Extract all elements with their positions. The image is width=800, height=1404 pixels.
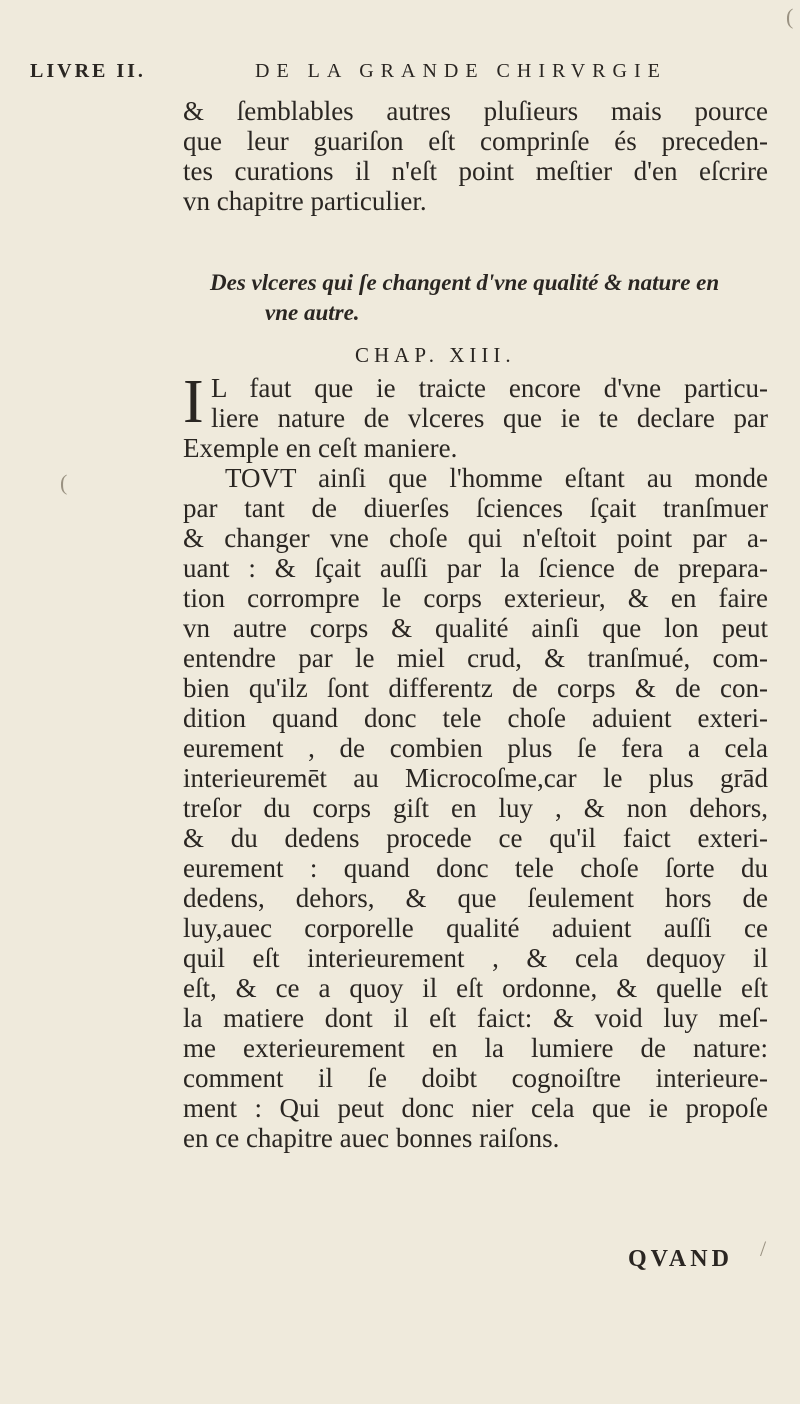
margin-stain: ( <box>60 470 68 495</box>
text-line-content: L faut que ie traicte encore d'vne particu- <box>211 373 768 403</box>
text-line: vn autre corps & qualité ainſi que lon peut <box>183 613 768 643</box>
chapter-body <box>183 368 768 1153</box>
text-line: bien qu'ilz ſont differentz de corps & de con- <box>183 673 768 703</box>
text-line: me exterieurement en la lumiere de nature: <box>183 1033 768 1063</box>
text-line: & changer vne choſe qui n'eſtoit point par a- <box>183 523 768 553</box>
book-number: LIVRE II. <box>30 60 146 82</box>
text-line: liere nature de vlceres que ie te declare par <box>211 403 768 433</box>
continuation-paragraph <box>183 96 768 216</box>
text-line: TOVT ainſi que l'homme eſtant au monde <box>225 463 768 493</box>
running-title: DE LA GRANDE CHIRVRGIE <box>255 60 667 82</box>
text-line: luy,auec corporelle qualité aduient auſſi ce <box>183 913 768 943</box>
catchword: QVAND <box>628 1246 733 1272</box>
text-line: eurement , de combien plus ſe fera a cela <box>183 733 768 763</box>
margin-stain: ( <box>786 4 794 29</box>
text-line: uant : & ſçait auſſi par la ſcience de prepara- <box>183 553 768 583</box>
chapter-title-line: Des vlceres qui ſe changent d'vne qualité & nature en <box>210 270 720 295</box>
text-line: treſor du corps giſt en luy , & non dehors, <box>183 793 768 823</box>
text-line: par tant de diuerſes ſciences ſçait tranſmuer <box>183 493 768 523</box>
text-line: entendre par le miel crud, & tranſmué, com- <box>183 643 768 673</box>
text-line: eurement : quand donc tele choſe ſorte du <box>183 853 768 883</box>
chapter-number: CHAP. XIII. <box>355 343 516 367</box>
text-line: tes curations il n'eſt point meſtier d'en eſcrire <box>183 156 768 186</box>
text-line: & du dedens procede ce qu'il faict exteri- <box>183 823 768 853</box>
margin-stain: / <box>760 1236 767 1261</box>
chapter-title <box>210 268 770 328</box>
text-line: ment : Qui peut donc nier cela que ie propoſe <box>183 1093 768 1123</box>
text-line: tion corrompre le corps exterieur, & en faire <box>183 583 768 613</box>
text-line: interieuremēt au Microcoſme,car le plus grād <box>183 763 768 793</box>
text-line: Exemple en ceſt maniere. <box>183 433 458 463</box>
text-line: quil eſt interieurement , & cela dequoy il <box>183 943 768 973</box>
text-line: dition quand donc tele choſe aduient exteri- <box>183 703 768 733</box>
running-header <box>0 60 800 100</box>
text-line: que leur guariſon eſt comprinſe és preceden- <box>183 126 768 156</box>
text-line: eſt, & ce a quoy il eſt ordonne, & quelle eſt <box>183 973 768 1003</box>
drop-capital: I <box>183 368 204 436</box>
text-line: vn chapitre particulier. <box>183 186 427 216</box>
text-line: la matiere dont il eſt faict: & void luy meſ- <box>183 1003 768 1033</box>
text-line: en ce chapitre auec bonnes raiſons. <box>183 1123 560 1153</box>
text-line: dedens, dehors, & que ſeulement hors de <box>183 883 768 913</box>
text-line: & ſemblables autres pluſieurs mais pource <box>183 96 768 126</box>
chapter-title-line: vne autre. <box>265 300 360 325</box>
text-line: comment il ſe doibt cognoiſtre interieure- <box>183 1063 768 1093</box>
